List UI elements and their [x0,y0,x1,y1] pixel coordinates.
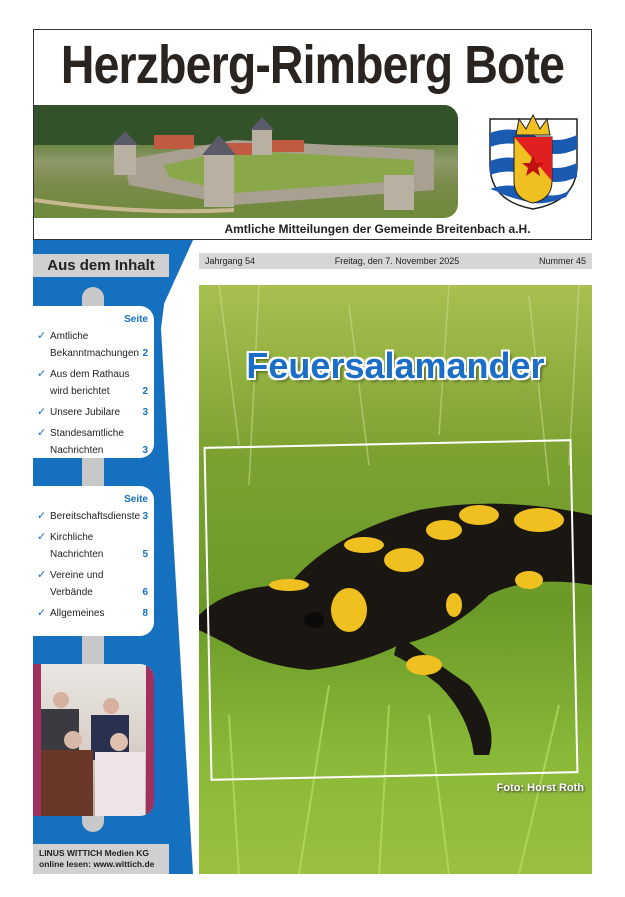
contents-item[interactable]: ✓ Kirchliche Nachrichten 5 [37,531,148,560]
contents-item[interactable]: ✓ Bereitschaftsdienste 3 [37,508,148,525]
seite-label: Seite [124,494,148,505]
contents-item[interactable]: ✓ Aus dem Rathaus wird berichtet 2 [37,368,148,397]
jubilee-photo [33,664,154,816]
photo-frame [204,439,579,781]
contents-box-1 [33,306,154,458]
contents-heading: Aus dem Inhalt [33,254,169,277]
checkmark-icon: ✓ [37,607,47,619]
checkmark-icon: ✓ [37,330,47,342]
newspaper-title: Herzberg-Rimberg Bote [60,35,565,95]
seite-label: Seite [124,314,148,325]
checkmark-icon: ✓ [37,531,47,543]
contents-item[interactable]: ✓ Unsere Jubilare 3 [37,404,148,421]
checkmark-icon: ✓ [37,510,47,522]
issue-number: Nummer 45 [538,256,586,266]
contents-item[interactable]: ✓ Allgemeines 8 [37,605,148,622]
newspaper-subtitle: Amtliche Mitteilungen der Gemeinde Breitenbach a.H. [224,222,531,236]
castle-photo [34,105,458,218]
contents-item[interactable]: ✓ Amtliche Bekanntmachungen 2 [37,330,148,359]
cover-headline: Feuersalamander [246,345,545,386]
publisher-footer [33,844,169,874]
publisher-name: LINUS WITTICH Medien KG [39,848,150,858]
coat-of-arms [486,105,581,211]
volume: Jahrgang 54 [205,256,256,266]
contents-item[interactable]: ✓ Standesamtliche Nachrichten 3 [37,427,148,456]
photo-credit: Foto: Horst Roth [496,782,584,794]
masthead [33,29,592,240]
issue-info-bar [199,253,592,269]
checkmark-icon: ✓ [37,569,47,581]
contents-box-2 [33,486,154,636]
checkmark-icon: ✓ [37,368,47,380]
issue-date: Freitag, den 7. November 2025 [334,256,460,266]
checkmark-icon: ✓ [37,427,47,439]
cover-photo [199,285,592,874]
checkmark-icon: ✓ [37,406,47,418]
contents-item[interactable]: ✓ Vereine und Verbände 6 [37,569,148,598]
publisher-website[interactable]: online lesen: www.wittich.de [39,859,155,869]
